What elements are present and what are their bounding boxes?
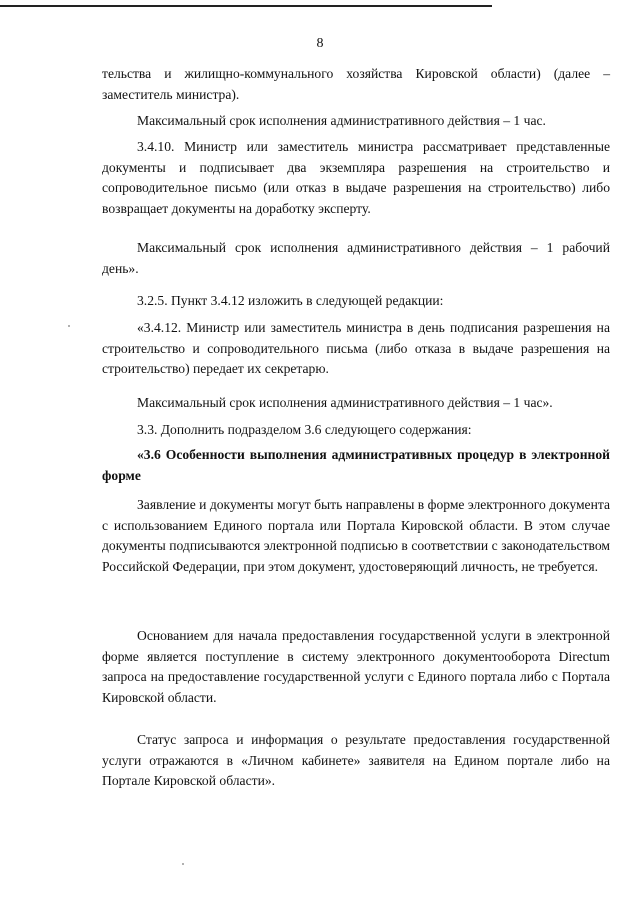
paragraph: Максимальный срок исполнения административного действия – 1 рабочий день». [102,240,610,276]
paragraph: Основанием для начала предоставления государственной услуги в электронной форме является поступление в систему электронного документооборота Directum запроса на предоставление государственной услуги с Единого портала либо с Портала Кировской области. [102,628,610,705]
paragraph: Максимальный срок исполнения административного действия – 1 час». [137,395,553,410]
scan-speck [68,325,70,327]
paragraph: Статус запроса и информация о результате предоставления государственной услуги отражаются в «Личном кабинете» заявителя на Едином портале либо на Портале Кировской области». [102,732,610,788]
page-number: 8 [316,36,324,51]
paragraph: «3.4.12. Министр или заместитель министра в день подписания разрешения на строительство и сопроводительного письма (либо отказа в выдаче разрешения на строительство) передает их секретарю. [102,320,610,376]
paragraph-block [102,318,610,380]
scan-top-edge-line [0,5,492,7]
paragraph-continuation [102,64,610,105]
paragraph-block [102,393,610,414]
paragraph-block [102,495,610,577]
paragraph-block [102,420,610,441]
paragraph-block [102,291,610,312]
paragraph-block [102,238,610,279]
paragraph: 3.2.5. Пункт 3.4.12 изложить в следующей редакции: [137,293,444,308]
paragraph: 3.4.10. Министр или заместитель министра рассматривает представленные документы и подписывает два экземпляра разрешения на строительство и сопроводительное письмо (или отказ в выдаче разрешения на строительство) либо возвращает документы на доработку эксперту. [102,139,610,216]
section-heading-block [102,445,610,486]
paragraph: тельства и жилищно-коммунального хозяйства Кировской области) (далее – заместитель министра). [102,66,610,102]
paragraph: Максимальный срок исполнения административного действия – 1 час. [137,113,546,128]
paragraph-block [102,626,610,708]
paragraph: 3.3. Дополнить подразделом 3.6 следующего содержания: [137,422,472,437]
paragraph-block [102,111,610,132]
paragraph-block [102,730,610,792]
paragraph-block [102,137,610,219]
scan-speck [182,863,184,865]
paragraph: Заявление и документы могут быть направлены в форме электронного документа с использованием Единого портала или Портала Кировской области. В этом случае документы подписываются электронной подписью в соответствии с законодательством Российской Федерации, при этом документ, удостоверяющий личность, не требуется. [102,497,610,574]
section-heading: «3.6 Особенности выполнения административных процедур в электронной форме [102,447,610,483]
